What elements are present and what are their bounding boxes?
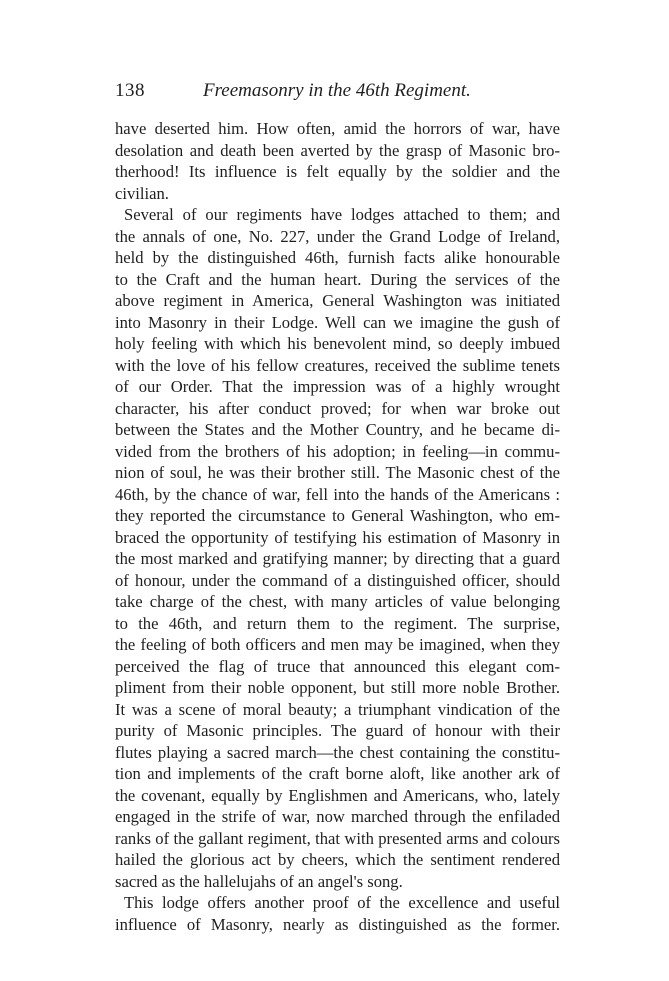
- text-line: purity of Masonic principles. The guard of honour with their: [115, 721, 560, 740]
- text-line: engaged in the strife of war, now marched through the enfiladed: [115, 807, 560, 826]
- text-line: Several of our regiments have lodges attached to them; and: [124, 205, 560, 224]
- text-line: have deserted him. How often, amid the horrors of war, have: [115, 119, 560, 138]
- text-line: take charge of the chest, with many articles of value belonging: [115, 592, 560, 611]
- text-line: civilian.: [115, 183, 169, 203]
- text-line: between the States and the Mother Country, and he became di-: [115, 420, 560, 439]
- text-line: tion and implements of the craft borne aloft, like another ark of: [115, 764, 560, 783]
- text-line: pliment from their noble opponent, but still more noble Brother.: [115, 678, 560, 697]
- text-line: to the Craft and the human heart. During the services of the: [115, 269, 560, 289]
- text-line: the feeling of both officers and men may be imagined, when they: [115, 635, 560, 654]
- text-line: to the 46th, and return them to the regiment. The surprise,: [115, 613, 560, 633]
- page-number: 138: [115, 80, 145, 101]
- page-header: [115, 80, 555, 110]
- text-line: the covenant, equally by Englishmen and Americans, who, lately: [115, 785, 560, 805]
- text-line: character, his after conduct proved; for when war broke out: [115, 398, 560, 418]
- text-line: influence of Masonry, nearly as distinguished as the former.: [115, 914, 560, 934]
- text-line: the annals of one, No. 227, under the Grand Lodge of Ireland,: [115, 226, 560, 246]
- text-line: holy feeling with which his benevolent mind, so deeply imbued: [115, 334, 560, 353]
- text-line: ranks of the gallant regiment, that with presented arms and colours: [115, 828, 560, 848]
- text-line: held by the distinguished 46th, furnish facts alike honourable: [115, 248, 560, 267]
- text-line: with the love of his fellow creatures, received the sublime tenets: [115, 355, 560, 375]
- text-line: above regiment in America, General Washington was initiated: [115, 291, 560, 310]
- body-text: [115, 118, 560, 935]
- text-line: flutes playing a sacred march—the chest containing the constitu-: [115, 742, 560, 762]
- text-line: 46th, by the chance of war, fell into the hands of the Americans :: [115, 484, 560, 504]
- text-line: of honour, under the command of a distinguished officer, should: [115, 570, 560, 590]
- text-line: desolation and death been averted by the grasp of Masonic bro-: [115, 140, 560, 160]
- text-line: perceived the flag of truce that announced this elegant com-: [115, 656, 560, 676]
- text-line: It was a scene of moral beauty; a triumphant vindication of the: [115, 699, 560, 719]
- text-line: of our Order. That the impression was of a highly wrought: [115, 377, 560, 396]
- text-line: This lodge offers another proof of the excellence and useful: [124, 893, 560, 912]
- text-line: vided from the brothers of his adoption; in feeling—in commu-: [115, 441, 560, 461]
- text-line: sacred as the hallelujahs of an angel's song.: [115, 871, 403, 891]
- text-line: nion of soul, he was their brother still. The Masonic chest of the: [115, 463, 560, 482]
- text-line: they reported the circumstance to General Washington, who em-: [115, 506, 560, 525]
- text-line: the most marked and gratifying manner; by directing that a guard: [115, 549, 560, 568]
- text-line: hailed the glorious act by cheers, which the sentiment rendered: [115, 850, 560, 869]
- text-line: into Masonry in their Lodge. Well can we imagine the gush of: [115, 312, 560, 332]
- text-line: therhood! Its influence is felt equally by the soldier and the: [115, 162, 560, 181]
- text-line: braced the opportunity of testifying his estimation of Masonry in: [115, 527, 560, 547]
- running-title: Freemasonry in the 46th Regiment.: [203, 80, 471, 101]
